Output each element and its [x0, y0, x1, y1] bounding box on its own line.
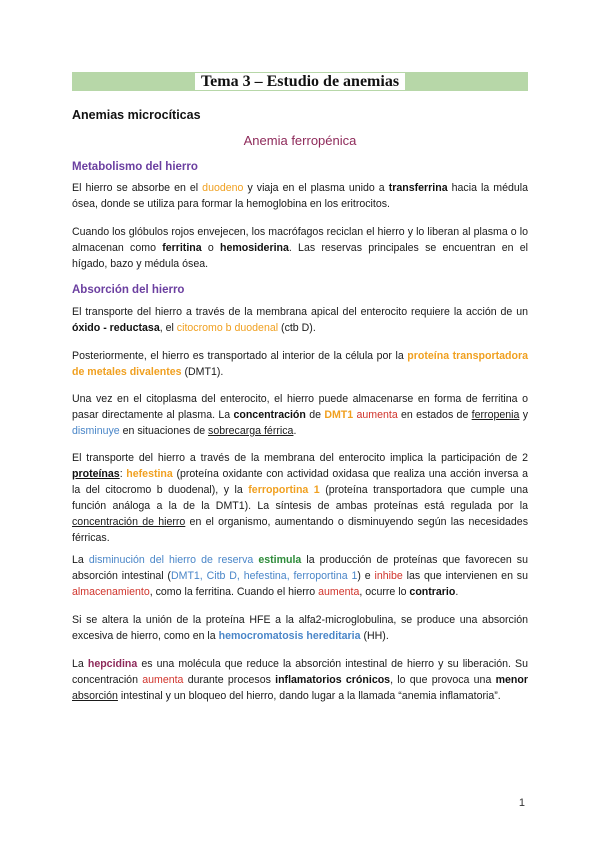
- paragraph-2: Cuando los glóbulos rojos envejecen, los macrófagos reciclan el hierro y lo liberan al plasma o lo almacenan como ferritina o hemosiderina. Las reservas principales se encuentran en el hígado, bazo y médula ósea.: [72, 226, 528, 270]
- subsection-heading: Anemia ferropénica: [243, 133, 357, 148]
- paragraph-3: El transporte del hierro a través de la membrana apical del enterocito requiere la acción de un óxido - reductasa, el citocromo b duodenal (ctb D).: [72, 306, 528, 334]
- heading-metabolismo: Metabolismo del hierro: [72, 161, 198, 173]
- paragraph-5: Una vez en el citoplasma del enterocito, el hierro puede almacenarse en forma de ferritina o pasar directamente al plasma. La concentración de DMT1 aumenta en estados de ferropenia y disminuye en situaciones de sobrecarga férrica.: [72, 393, 528, 437]
- paragraph-9: La hepcidina es una molécula que reduce la absorción intestinal de hierro y su liberación. Su concentración aumenta durante procesos inflamatorios crónicos, lo que provoca una menor absorción intestinal y un bloqueo del hierro, dando lugar a la llamada “anemia inflamatoria”.: [72, 658, 528, 702]
- heading-absorcion: Absorción del hierro: [72, 284, 185, 296]
- paragraph-7: La disminución del hierro de reserva estimula la producción de proteínas que favorecen su absorción intestinal (DMT1, Citb D, hefestina, ferroportina 1) e inhibe las que intervienen en su almacenamiento, como la ferritina. Cuando el hierro aumenta, ocurre lo contrario.: [72, 554, 528, 598]
- paragraph-6: El transporte del hierro a través de la membrana del enterocito implica la participación de 2 proteínas: hefestina (proteína oxidante con actividad oxidasa que realiza una acción inversa a la del citocromo b duodenal), y la ferroportina 1 (proteína transportadora que cumple una función análoga a la de la DMT1). La síntesis de ambas proteínas está regulada por la concentración de hierro en el organismo, aumentando o disminuyendo según las necesidades férricas.: [72, 452, 529, 544]
- paragraph-4: Posteriormente, el hierro es transportado al interior de la célula por la proteína transportadora de metales divalentes (DMT1).: [72, 350, 528, 378]
- paragraph-1: El hierro se absorbe en el duodeno y viaja en el plasma unido a transferrina hacia la médula ósea, donde se utiliza para formar la hemoglobina en los eritrocitos.: [72, 182, 529, 210]
- paragraph-8: Si se altera la unión de la proteína HFE a la alfa2-microglobulina, se produce una absorción excesiva de hierro, como en la hemocromatosis hereditaria (HH).: [72, 614, 528, 642]
- title-bar: [72, 72, 528, 91]
- page-title: Tema 3 – Estudio de anemias: [195, 73, 405, 90]
- page-number: 1: [518, 797, 525, 809]
- section-heading: Anemias microcíticas: [72, 108, 201, 122]
